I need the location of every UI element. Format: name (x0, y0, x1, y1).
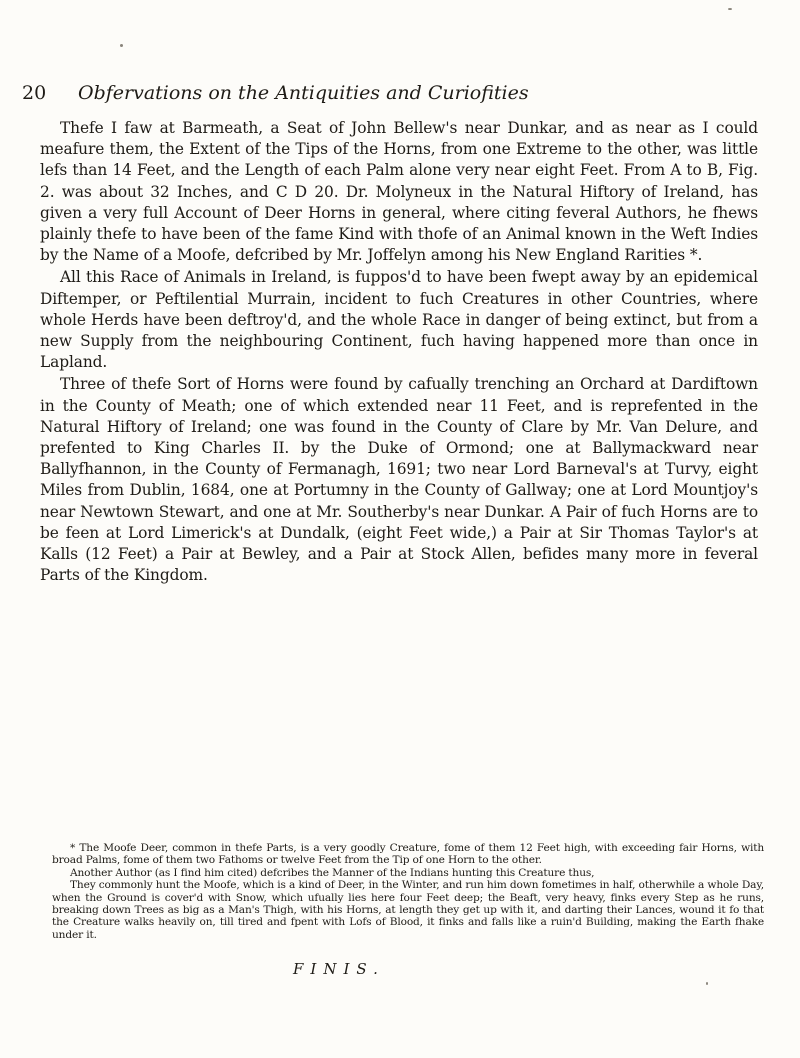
paragraph: All this Race of Animals in Ireland, is fuppos'd to have been fwept away by an epidemical Diftemper, or Peftilential Murrain, incident to fuch Creatures in other Countries, where whole Herds have been deftroy'd, and the whole Race in danger of being extinct, but from a new Supply from the neighbouring Continent, fuch having happened more than once in Lapland. (40, 268, 758, 372)
ink-speck (706, 982, 708, 985)
footnote-line: * The Moofe Deer, common in thefe Parts, is a very goodly Creature, fome of them 12 Feet high, with exceeding fair Horns, with broad Palms, fome of them two Fathoms or twelve Feet from the Tip of one Horn to the other. (52, 842, 764, 867)
catchword: FINIS. (293, 960, 385, 978)
ink-speck (120, 44, 123, 47)
footnote-line: Another Author (as I find him cited) defcribes the Manner of the Indians hunting this Creature thus, (70, 866, 595, 879)
paragraph: Three of thefe Sort of Horns were found by cafually trenching an Orchard at Dardiftown in the County of Meath; one of which extended near 11 Feet, and is reprefented in the Natural Hiftory of Ireland; one was found in the County of Clare by Mr. Van Delure, and prefented to King Charles II. by the Duke of Ormond; one at Ballymackward near Ballyfhannon, in the County of Fermanagh, 1691; two near Lord Barneval's at Turvy, eight Miles from Dublin, 1684, one at Portumny in the County of Gallway; one at Lord Mountjoy's near Newtown Stewart, and one at Mr. Southerby's near Dunkar. A Pair of fuch Horns are to be feen at Lord Limerick's at Dundalk, (eight Feet wide,) a Pair at Sir Thomas Taylor's at Kalls (12 Feet) a Pair at Bewley, and a Pair at Stock Allen, befides many more in feveral Parts of the Kingdom. (40, 375, 758, 585)
paragraph: Thefe I faw at Barmeath, a Seat of John Bellew's near Dunkar, and as near as I could meafure them, the Extent of the Tips of the Horns, from one Extreme to the other, was little lefs than 14 Feet, and the Length of each Palm alone very near eight Feet. From A to B, Fig. 2. was about 32 Inches, and C D 20. Dr. Molyneux in the Natural Hiftory of Ireland, has given a very full Account of Deer Horns in general, where citing feveral Authors, he fhews plainly thefe to have been of the fame Kind with thofe of an Animal known in the Weft Indies by the Name of a Moofe, defcribed by Mr. Joffelyn among his New England Rarities *. (40, 119, 758, 265)
ink-speck (728, 8, 732, 10)
footnote-line: They commonly hunt the Moofe, which is a kind of Deer, in the Winter, and run him down fometimes in half, otherwhile a whole Day, when the Ground is cover'd with Snow, which ufually lies here four Feet deep; the Beaft, very heavy, finks every Step as he runs, breaking down Trees as big as a Man's Thigh, with his Horns, at length they get up with it, and darting their Lances, wound it fo that the Creature walks heavily on, till tired and fpent with Lofs of Blood, it finks and falls like a ruin'd Building, making the Earth fhake under it. (52, 879, 764, 941)
running-title: Obfervations on the Antiquities and Curiofities (78, 82, 529, 104)
body-text (40, 118, 758, 586)
footnote (52, 842, 764, 941)
page-number: 20 (22, 82, 47, 104)
page-header (22, 82, 782, 108)
